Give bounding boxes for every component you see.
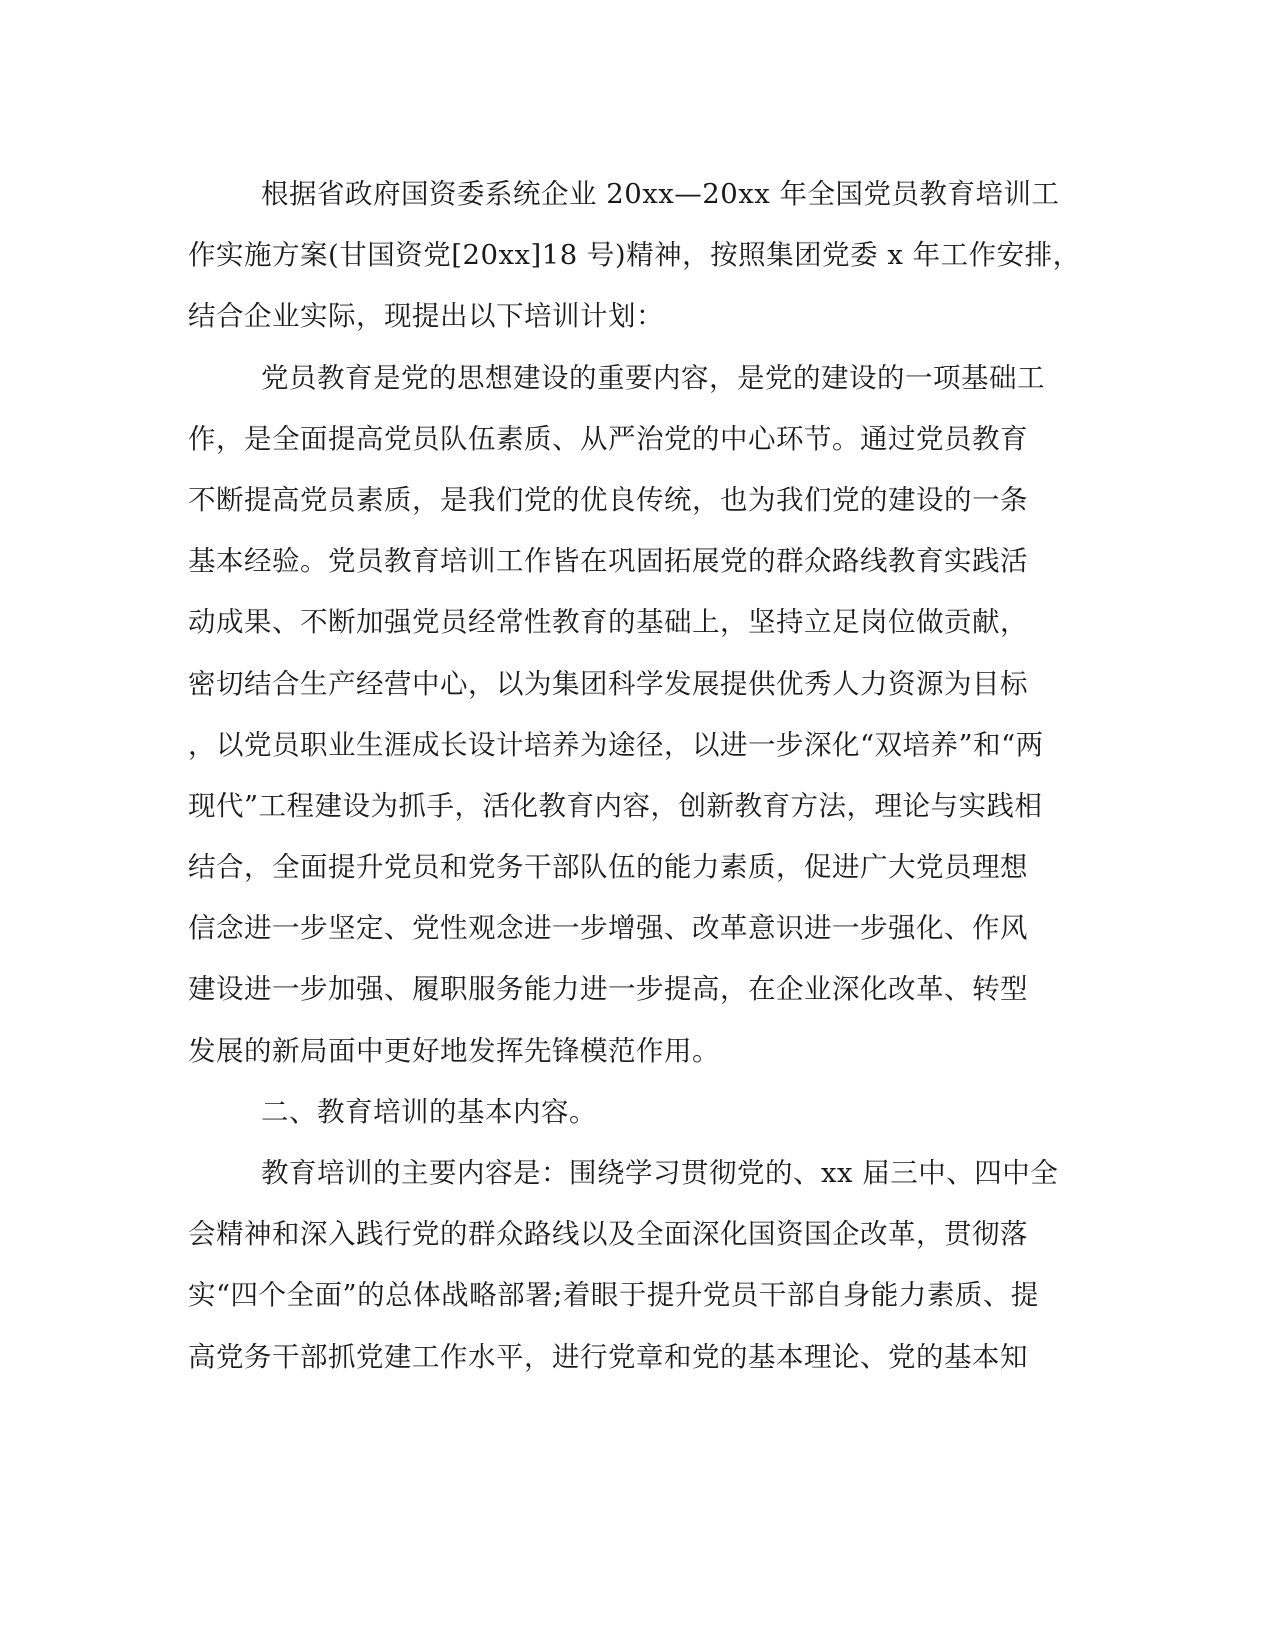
text-line: 基本经验。党员教育培训工作皆在巩固拓展党的群众路线教育实践活 (188, 545, 1028, 578)
text-line: 二、教育培训的基本内容。 (261, 1095, 597, 1128)
text-line: 作，是全面提高党员队伍素质、从严治党的中心环节。通过党员教育 (188, 422, 1028, 455)
text-line: 作实施方案(甘国资党[20xx]18 号)精神，按照集团党委 x 年工作安排， (188, 239, 1081, 272)
text-line: 教育培训的主要内容是：围绕学习贯彻党的、xx 届三中、四中全 (261, 1157, 1059, 1189)
text-line: 结合企业实际，现提出以下培训计划： (188, 300, 664, 333)
text-line: 根据省政府国资委系统企业 20xx—20xx 年全国党员教育培训工 (261, 178, 1060, 210)
text-line: 党员教育是党的思想建设的重要内容，是党的建设的一项基础工 (261, 361, 1045, 394)
text-line: 现代”工程建设为抓手，活化教育内容，创新教育方法，理论与实践相 (188, 789, 1043, 822)
text-line: 高党务干部抓党建工作水平，进行党章和党的基本理论、党的基本知 (188, 1340, 1028, 1373)
text-line: 结合，全面提升党员和党务干部队伍的能力素质，促进广大党员理想 (188, 851, 1028, 884)
text-line: ，以党员职业生涯成长设计培养为途径，以进一步深化“双培养”和“两 (188, 728, 1044, 761)
text-line: 会精神和深入践行党的群众路线以及全面深化国资国企改革，贯彻落 (188, 1218, 1028, 1251)
text-line: 不断提高党员素质，是我们党的优良传统，也为我们党的建设的一条 (188, 483, 1028, 516)
text-line: 实“四个全面”的总体战略部署;着眼于提升党员干部自身能力素质、提 (188, 1279, 1039, 1312)
document-body (188, 164, 1088, 1388)
text-line: 动成果、不断加强党员经常性教育的基础上，坚持立足岗位做贡献， (188, 606, 1028, 639)
text-line: 建设进一步加强、履职服务能力进一步提高，在企业深化改革、转型 (188, 973, 1028, 1006)
text-line: 信念进一步坚定、党性观念进一步增强、改革意识进一步强化、作风 (188, 912, 1028, 945)
text-line: 密切结合生产经营中心，以为集团科学发展提供优秀人力资源为目标 (188, 667, 1028, 700)
text-line: 发展的新局面中更好地发挥先锋模范作用。 (188, 1034, 720, 1067)
